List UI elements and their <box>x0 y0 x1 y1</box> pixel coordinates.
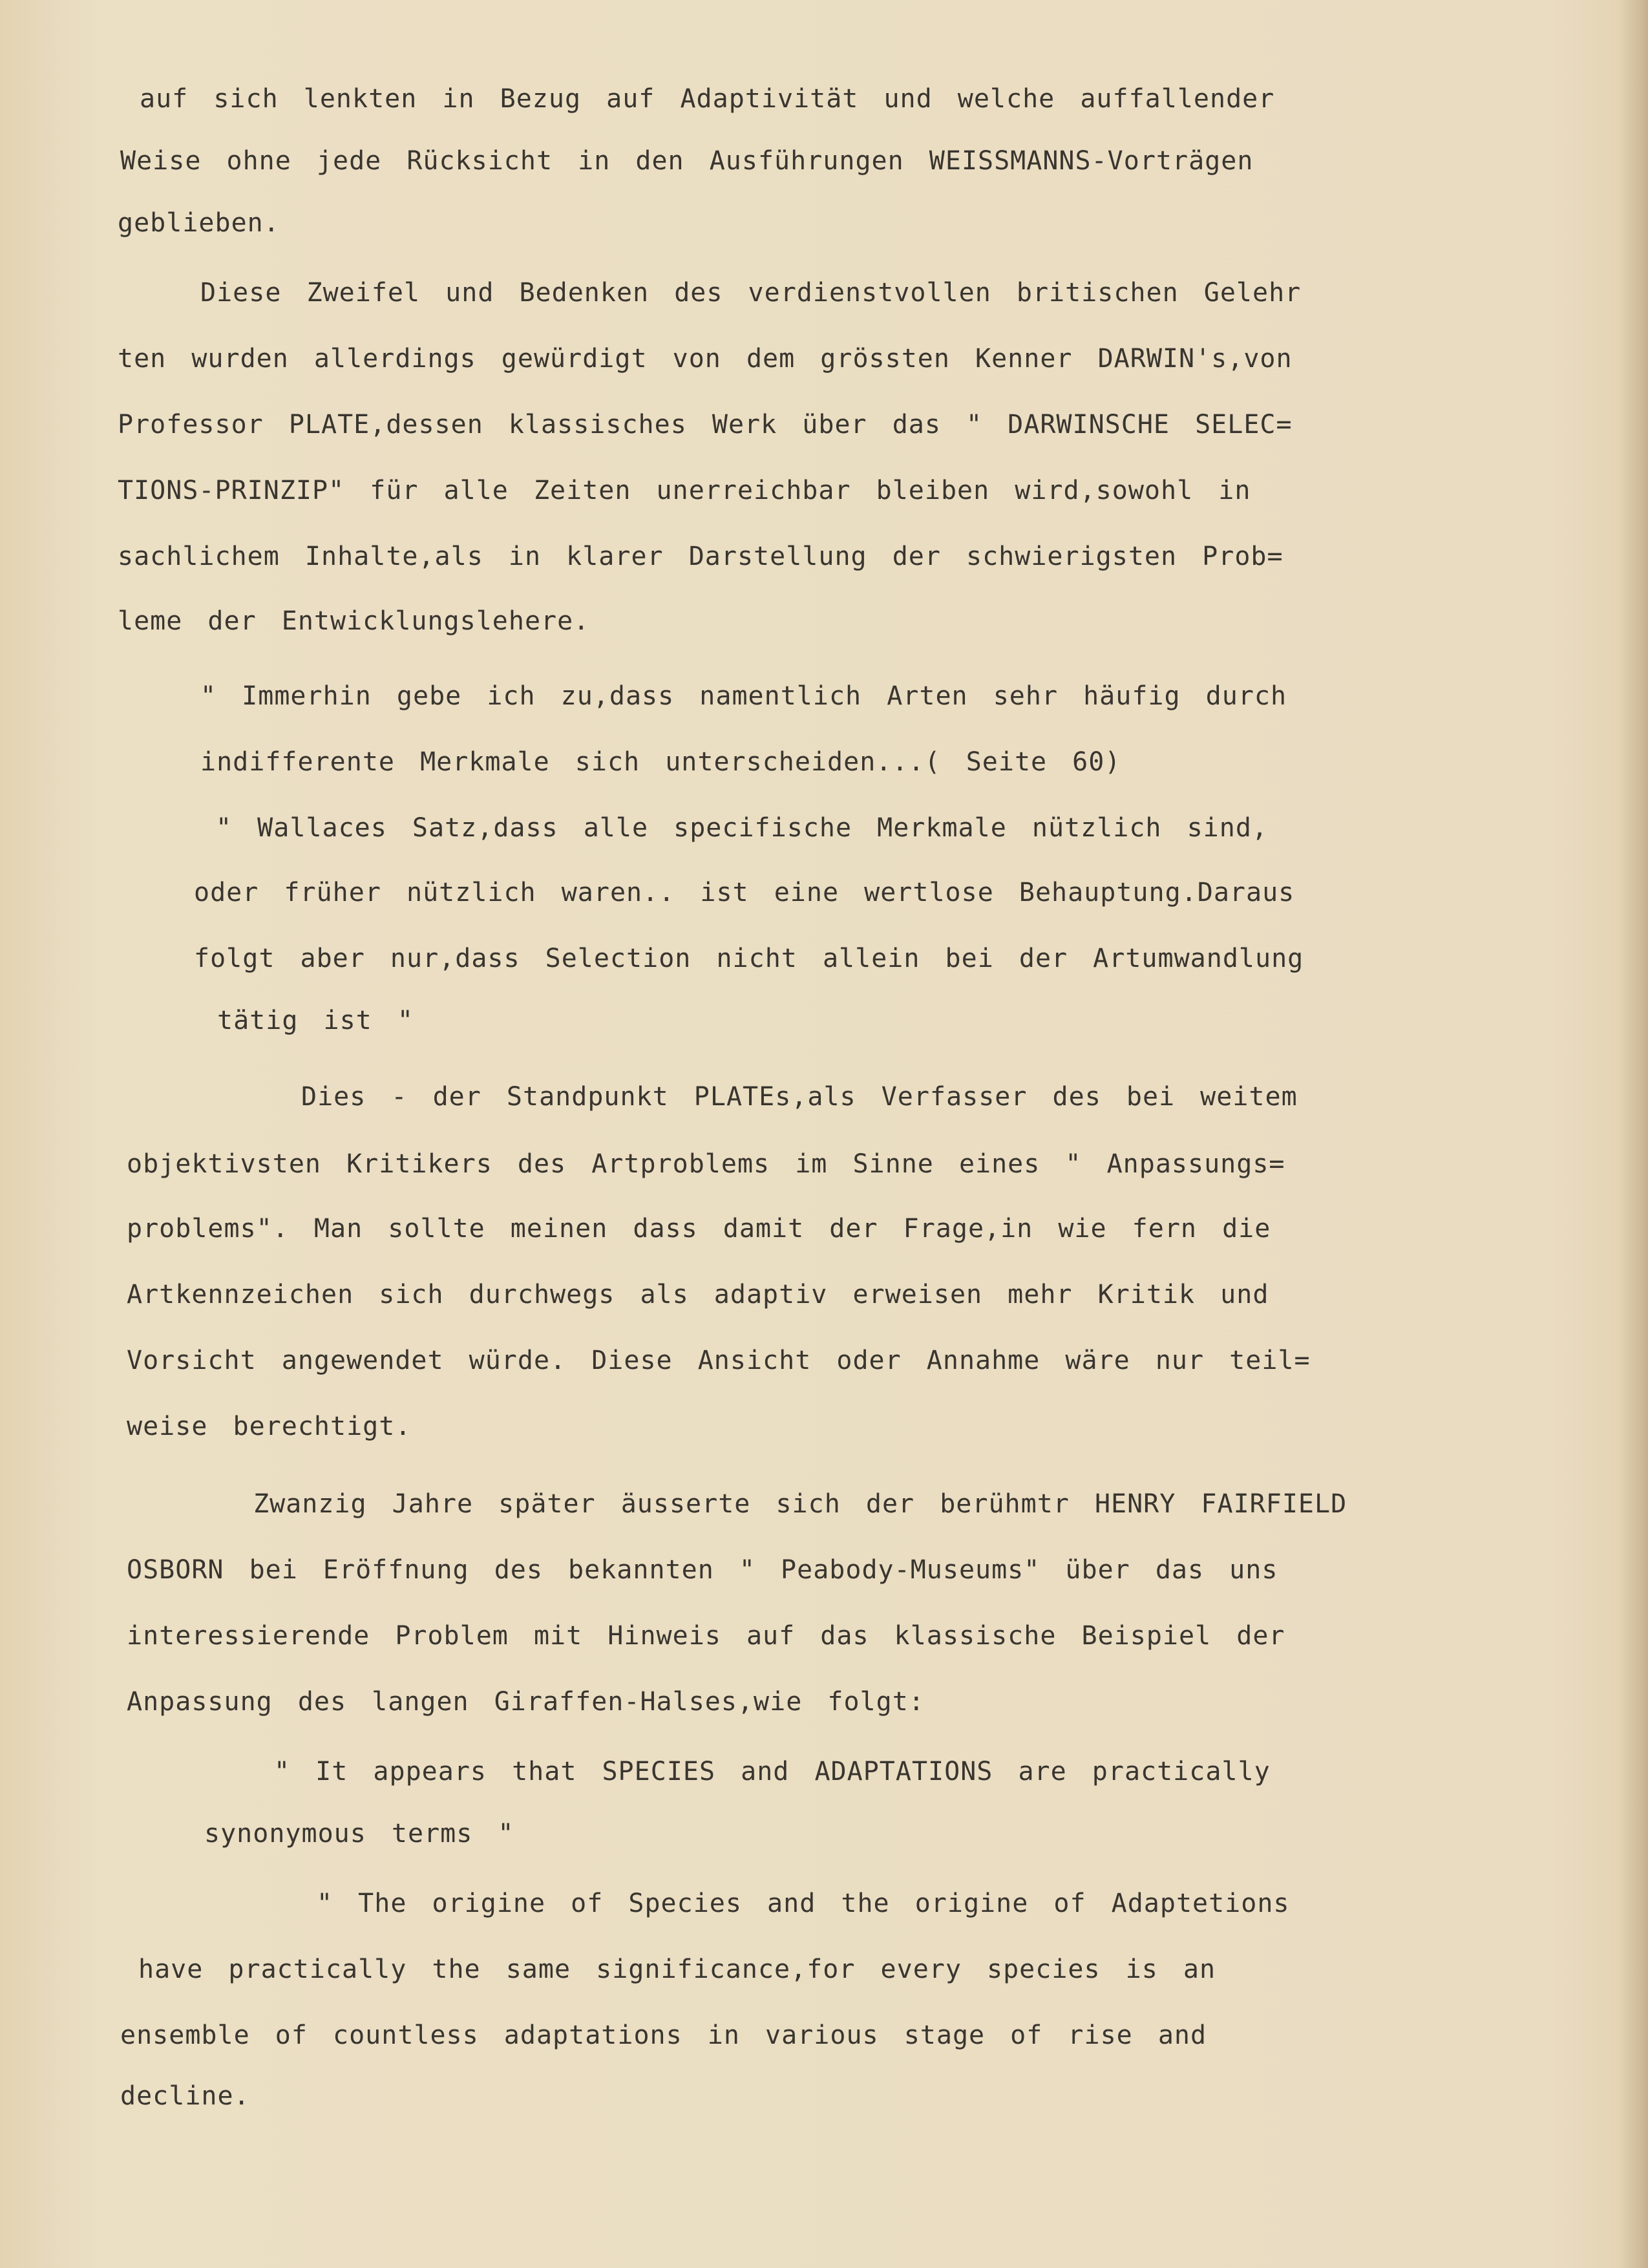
quote-line: synonymous terms " <box>204 1819 514 1849</box>
text-line: interessierende Problem mit Hinweis auf das klassische Beispiel der <box>127 1621 1285 1651</box>
text-line: problems". Man sollte meinen dass damit der Frage,in wie fern die <box>127 1214 1271 1244</box>
text-line: Vorsicht angewendet würde. Diese Ansicht oder Annahme wäre nur teil= <box>127 1346 1311 1375</box>
text-line: auf sich lenkten in Bezug auf Adaptivität und welche auffallender <box>140 84 1275 114</box>
quote-line: tätig ist " <box>217 1006 414 1035</box>
text-line: geblieben. <box>118 208 280 238</box>
quote-line: " The origine of Species and the origine of Adaptetions <box>317 1889 1290 1918</box>
text-line: objektivsten Kritikers des Artproblems im Sinne eines " Anpassungs= <box>127 1149 1285 1179</box>
text-line: Professor PLATE,dessen klassisches Werk über das " DARWINSCHE SELEC= <box>118 410 1293 440</box>
quote-line: folgt aber nur,dass Selection nicht allein bei der Artumwandlung <box>194 944 1304 973</box>
text-line: Weise ohne jede Rücksicht in den Ausführungen WEISSMANNS-Vorträgen <box>120 146 1254 176</box>
page-edge-shadow <box>1618 0 1648 2268</box>
text-line: Dies - der Standpunkt PLATEs,als Verfasser des bei weitem <box>301 1082 1298 1112</box>
quote-line: oder früher nützlich waren.. ist eine wertlose Behauptung.Daraus <box>194 878 1295 907</box>
quote-line: " Immerhin gebe ich zu,dass namentlich Arten sehr häufig durch <box>200 681 1287 711</box>
text-line: Anpassung des langen Giraffen-Halses,wie folgt: <box>127 1687 925 1717</box>
text-line: Diese Zweifel und Bedenken des verdienstvollen britischen Gelehr <box>200 278 1302 308</box>
text-line: ten wurden allerdings gewürdigt von dem grössten Kenner DARWIN's,von <box>118 344 1293 374</box>
text-line: TIONS-PRINZIP" für alle Zeiten unerreichbar bleiben wird,sowohl in <box>118 476 1251 505</box>
text-line: leme der Entwicklungslehere. <box>118 606 590 636</box>
quote-line: have practically the same significance,for every species is an <box>138 1955 1216 1984</box>
quote-line: " Wallaces Satz,dass alle specifische Merkmale nützlich sind, <box>216 813 1269 843</box>
quote-line: " It appears that SPECIES and ADAPTATIONS are practically <box>274 1757 1271 1786</box>
text-line: sachlichem Inhalte,als in klarer Darstellung der schwierigsten Prob= <box>118 542 1284 571</box>
quote-line: decline. <box>120 2081 250 2111</box>
text-line: Zwanzig Jahre später äusserte sich der berühmtr HENRY FAIRFIELD <box>253 1489 1347 1519</box>
quote-line: indifferente Merkmale sich unterscheiden...( Seite 60) <box>200 747 1121 777</box>
quote-line: ensemble of countless adaptations in various stage of rise and <box>120 2020 1207 2050</box>
text-line: OSBORN bei Eröffnung des bekannten " Peabody-Museums" über das uns <box>127 1555 1278 1585</box>
text-line: Artkennzeichen sich durchwegs als adaptiv erweisen mehr Kritik und <box>127 1280 1269 1309</box>
text-line: weise berechtigt. <box>127 1412 412 1441</box>
